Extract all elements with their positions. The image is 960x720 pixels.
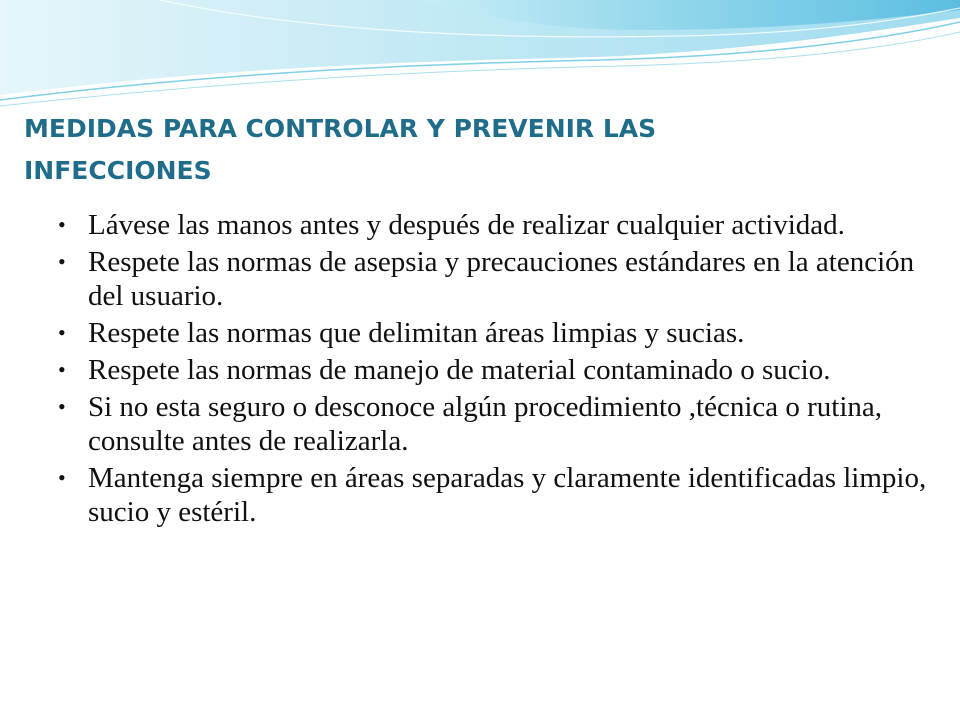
list-item-text: Respete las normas de asepsia y precauciones estándares en la atención del usuario. <box>88 246 915 312</box>
list-item <box>58 390 938 458</box>
list-item <box>58 353 938 387</box>
list-item <box>58 245 938 313</box>
list-item-text: Lávese las manos antes y después de realizar cualquier actividad. <box>88 209 845 241</box>
list-item-text: Respete las normas de manejo de material contaminado o sucio. <box>88 354 831 386</box>
list-item-text: Si no esta seguro o desconoce algún procedimiento ,técnica o rutina, consulte antes de realizarla. <box>88 391 883 457</box>
list-item <box>58 461 938 529</box>
bullet-icon: • <box>58 249 66 274</box>
list-item-text: Respete las normas que delimitan áreas limpias y sucias. <box>88 317 745 349</box>
bullet-icon: • <box>58 394 66 419</box>
slide-title: MEDIDAS PARA CONTROLAR Y PREVENIR LAS INFECCIONES <box>24 114 657 185</box>
list-item-text: Mantenga siempre en áreas separadas y claramente identificadas limpio, sucio y estéril. <box>88 462 927 528</box>
bullet-icon: • <box>58 212 66 237</box>
bullet-list <box>58 208 938 532</box>
decorative-wave-header <box>0 0 960 120</box>
bullet-icon: • <box>58 465 66 490</box>
bullet-icon: • <box>58 320 66 345</box>
bullet-icon: • <box>58 357 66 382</box>
list-item <box>58 316 938 350</box>
list-item <box>58 208 938 242</box>
